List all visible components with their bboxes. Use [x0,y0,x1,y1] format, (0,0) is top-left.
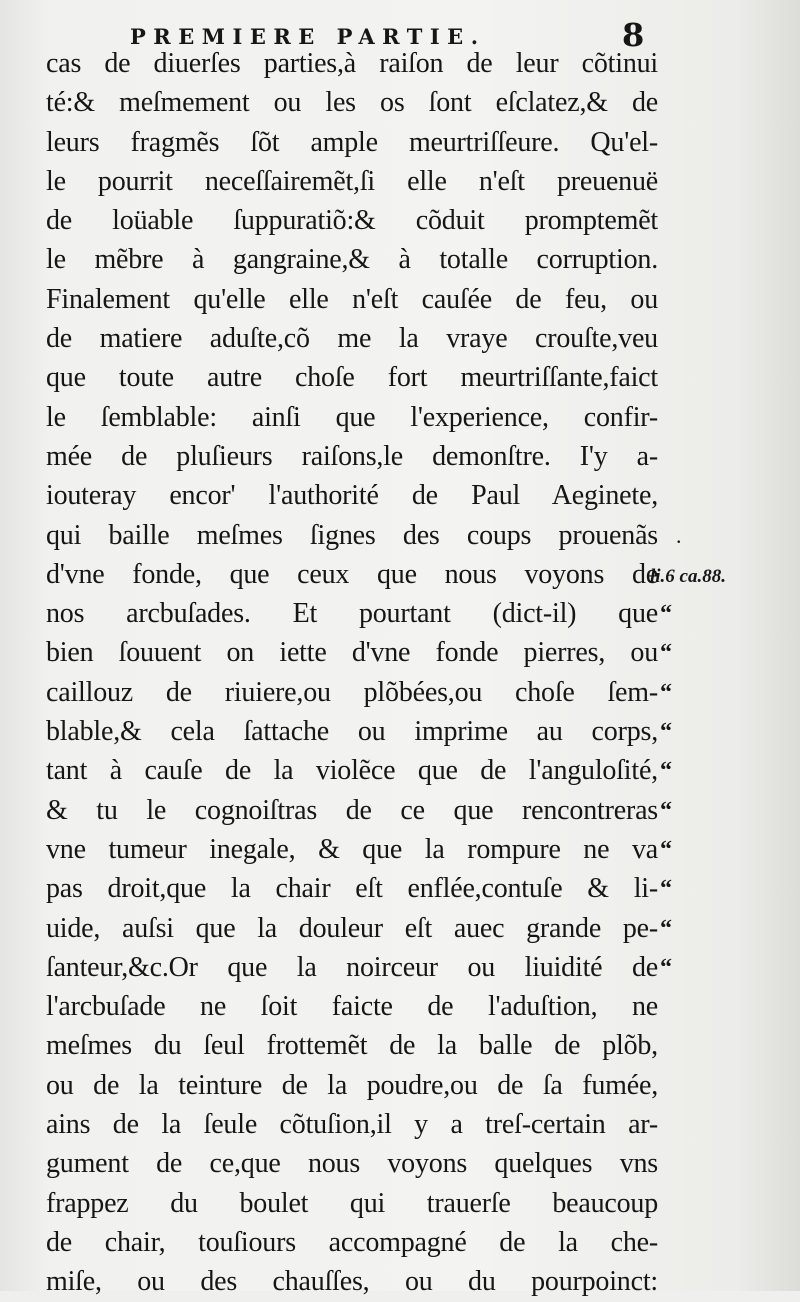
text-line: le mẽbre à gangraine,& à totalle corruption. [46,244,658,276]
text-line: d'vne fonde, que ceux que nous voyons de [46,558,658,590]
text-line: cas de diuerſes parties,à raiſon de leur cõtinui [46,48,658,79]
quote-mark: “ [660,601,672,628]
text-line: iouteray encor' l'authorité de Paul Aeginete, [46,480,658,512]
margin-dot: . [676,522,682,548]
text-line: té:& meſmement ou les os ſont eſclatez,& de [46,87,658,119]
margin-citation: li.6 ca.88. [650,565,726,587]
text-line: de chair, touſiours accompagné de la che- [46,1226,658,1258]
text-line: tant à cauſe de la violẽce que de l'anguloſité, [46,755,658,787]
quote-mark: “ [660,954,672,981]
text-line: ains de la ſeule cõtuſion,il y a treſ-certain ar- [46,1109,658,1141]
quote-mark: “ [660,679,672,706]
text-line: bien ſouuent on iette d'vne fonde pierres, ou [46,637,658,669]
text-line: blable,& cela ſattache ou imprime au corps, [46,716,658,748]
quote-mark: “ [660,836,672,863]
quote-mark: “ [660,915,672,942]
text-line: caillouz de riuiere,ou plõbées,ou choſe ſem- [46,676,658,708]
text-line: leurs fragmẽs ſõt ample meurtriſſeure. Qu'el- [46,126,658,158]
running-title: PREMIERE PARTIE. [130,24,486,49]
text-line: vne tumeur inegale, & que la rompure ne va [46,833,658,865]
quote-mark: “ [660,876,672,903]
text-line: gument de ce,que nous voyons quelques vns [46,1148,658,1180]
text-line: de loüable ſuppuratiõ:& cõduit promptemẽt [46,205,658,237]
page-number: 8 [622,16,645,54]
text-line: & tu le cognoiſtras de ce que rencontreras [46,794,658,826]
text-line: qui baille meſmes ſignes des coups prouenãs [46,519,658,551]
text-line: ſanteur,&c.Or que la noirceur ou liuidité de [46,951,658,983]
text-line: nos arcbuſades. Et pourtant (dict-il) que [46,598,658,630]
text-line: uide, auſsi que la douleur eſt auec grande pe- [46,912,658,944]
text-line: pas droit,que la chair eſt enflée,contuſe & li- [46,873,658,905]
quote-mark: “ [660,719,672,746]
margin-notes [650,44,776,987]
text-line: frappez du boulet qui trauerſe beaucoup [46,1187,658,1219]
body-text [46,44,658,1302]
text-line: le pourrit neceſſairemẽt,ſi elle n'eſt preuenuë [46,165,658,197]
text-line: meſmes du ſeul frottemẽt de la balle de plõb, [46,1030,658,1062]
text-line: que toute autre choſe fort meurtriſſante,faict [46,362,658,394]
text-line: de matiere aduſte,cõ me la vraye crouſte,veu [46,323,658,355]
text-line: l'arcbuſade ne ſoit faicte de l'aduſtion, ne [46,991,658,1023]
text-line: mée de pluſieurs raiſons,le demonſtre. I'y a- [46,440,658,472]
quote-mark: “ [660,640,672,667]
text-line: ou de la teinture de la poudre,ou de ſa fumée, [46,1069,658,1101]
text-line: miſe, ou des chauſſes, ou du pourpoinct: [46,1266,658,1298]
quote-mark: “ [660,797,672,824]
text-line: le ſemblable: ainſi que l'experience, confir- [46,401,658,433]
text-line: Finalement qu'elle elle n'eſt cauſée de feu, ou [46,283,658,315]
quote-mark: “ [660,758,672,785]
